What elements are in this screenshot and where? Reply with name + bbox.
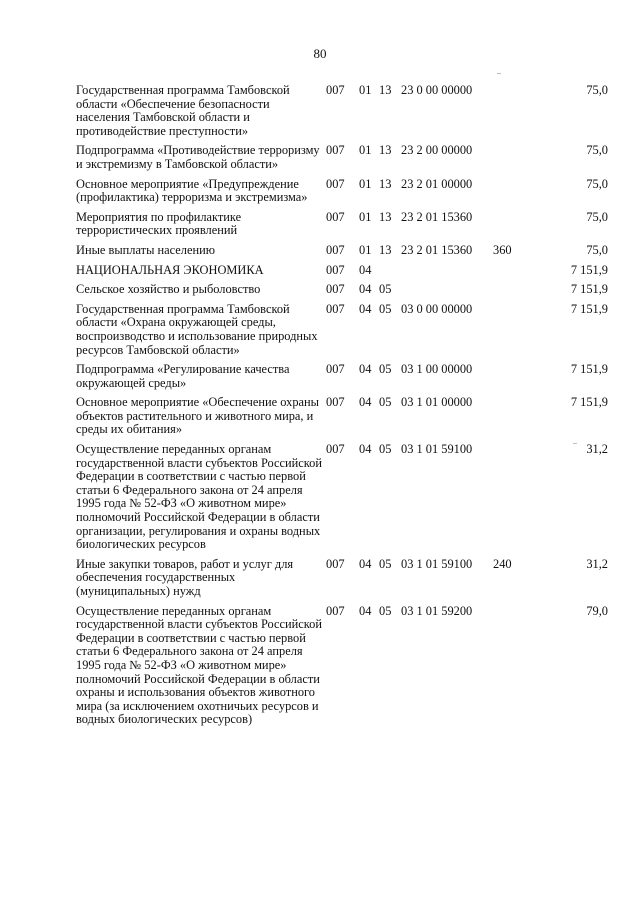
row-amount: 31,2: [586, 442, 608, 457]
row-section: 04: [359, 282, 372, 297]
row-subsection: 05: [379, 395, 392, 410]
row-target-code: [401, 283, 493, 303]
row-subsection: 05: [379, 556, 392, 571]
row-target-code: 23 2 01 15360: [401, 242, 473, 257]
row-amount: 7 151,9: [570, 395, 608, 410]
row-subsection: 13: [379, 176, 392, 191]
table-row: [76, 303, 608, 363]
table-row: [76, 244, 608, 264]
row-name: Осуществление переданных органам государственной власти субъектов Российской Федерации в соответствии с частью первой статьи 6 Федерального закона от 24 апреля 1995 года № 52-ФЗ «О животном мире» полномочий Российской Федерации в области охраны и использования объектов животного мира (за исключением охотничьих ресурсов и водных биологических ресурсов): [76, 603, 323, 727]
table-row: [76, 443, 608, 558]
row-section: 01: [359, 176, 372, 191]
table-row: [76, 264, 608, 284]
row-target-code: 03 1 00 00000: [401, 362, 473, 377]
row-ved: 007: [326, 362, 345, 377]
row-ved: 007: [326, 442, 345, 457]
row-target-code: 23 2 01 00000: [401, 176, 473, 191]
row-section: 04: [359, 556, 372, 571]
row-target-code: [401, 264, 493, 284]
row-amount: 7 151,9: [570, 262, 608, 277]
table-row: [76, 144, 608, 177]
row-expense-type: [493, 178, 531, 211]
row-expense-type: 240: [493, 556, 512, 571]
row-expense-type: [493, 84, 531, 144]
row-subsection: 13: [379, 143, 392, 158]
row-amount: 75,0: [586, 143, 608, 158]
row-expense-type: [493, 443, 531, 558]
row-target-code: 03 1 01 59200: [401, 603, 473, 618]
table-row: [76, 178, 608, 211]
budget-table-body: [76, 84, 608, 733]
row-ved: 007: [326, 262, 345, 277]
row-target-code: 03 1 01 00000: [401, 395, 473, 410]
table-row: [76, 363, 608, 396]
row-amount: 75,0: [586, 209, 608, 224]
row-section: 01: [359, 143, 372, 158]
row-section: 04: [359, 362, 372, 377]
row-amount: 31,2: [586, 556, 608, 571]
table-row: [76, 396, 608, 443]
row-target-code: 23 2 00 00000: [401, 143, 473, 158]
page-number: 80: [313, 46, 327, 61]
row-name: Государственная программа Тамбовской области «Охрана окружающей среды, воспроизводство и использование природных ресурсов Тамбовской области»: [76, 301, 318, 357]
row-name: Основное мероприятие «Предупреждение (профилактика) терроризма и экстремизма»: [76, 176, 308, 205]
row-subsection: [379, 264, 401, 284]
row-ved: 007: [326, 83, 345, 97]
row-amount: 7 151,9: [570, 282, 608, 297]
row-target-code: 03 1 01 59100: [401, 442, 473, 457]
table-row: [76, 283, 608, 303]
row-subsection: 05: [379, 282, 392, 297]
row-name: Сельское хозяйство и рыболовство: [76, 282, 261, 297]
row-expense-type: [493, 264, 531, 284]
row-subsection: 05: [379, 442, 392, 457]
row-ved: 007: [326, 603, 345, 618]
row-target-code: 03 0 00 00000: [401, 301, 473, 316]
row-ved: 007: [326, 301, 345, 316]
row-expense-type: [493, 363, 531, 396]
row-ved: 007: [326, 143, 345, 158]
row-amount: 75,0: [586, 83, 608, 97]
row-amount: 79,0: [586, 603, 608, 618]
row-expense-type: [493, 144, 531, 177]
row-expense-type: [493, 303, 531, 363]
row-name: Мероприятия по профилактике террористических проявлений: [76, 209, 242, 238]
row-section: 04: [359, 603, 372, 618]
row-name: Подпрограмма «Регулирование качества окружающей среды»: [76, 362, 290, 390]
row-expense-type: [493, 211, 531, 244]
row-section: 04: [359, 442, 372, 457]
table-row: [76, 84, 608, 144]
row-amount: 75,0: [586, 176, 608, 191]
row-section: 01: [359, 83, 372, 97]
row-section: 04: [359, 262, 372, 277]
row-name: Осуществление переданных органам государственной власти субъектов Российской Федерации в соответствии с частью первой статьи 6 Федерального закона от 24 апреля 1995 года № 52-ФЗ «О животном мире» полномочий Российской Федерации в области организации, регулирования и охраны водных биологических ресурсов: [76, 442, 323, 552]
row-expense-type: [493, 396, 531, 443]
row-name: Основное мероприятие «Обеспечение охраны объектов растительного и животного мира, и среды их обитания»: [76, 395, 319, 437]
row-subsection: 05: [379, 301, 392, 316]
row-name: НАЦИОНАЛЬНАЯ ЭКОНОМИКА: [76, 262, 264, 277]
row-target-code: 23 0 00 00000: [401, 83, 473, 97]
scan-mark: [573, 443, 577, 444]
row-expense-type: [493, 283, 531, 303]
row-subsection: 05: [379, 603, 392, 618]
row-name: Подпрограмма «Противодействие терроризму и экстремизму в Тамбовской области»: [76, 143, 320, 171]
row-subsection: 13: [379, 209, 392, 224]
row-subsection: 13: [379, 242, 392, 257]
row-section: 01: [359, 209, 372, 224]
row-expense-type: 360: [493, 242, 512, 257]
table-row: [76, 605, 608, 733]
row-name: Иные закупки товаров, работ и услуг для обеспечения государственных (муниципальных) нужд: [76, 556, 294, 598]
row-ved: 007: [326, 395, 345, 410]
row-section: 04: [359, 395, 372, 410]
row-ved: 007: [326, 282, 345, 297]
row-ved: 007: [326, 242, 345, 257]
row-section: 01: [359, 242, 372, 257]
row-section: 04: [359, 301, 372, 316]
row-name: Иные выплаты населению: [76, 242, 215, 257]
row-subsection: 13: [379, 83, 392, 97]
row-amount: 75,0: [586, 242, 608, 257]
row-ved: 007: [326, 556, 345, 571]
row-ved: 007: [326, 209, 345, 224]
budget-table: [76, 84, 608, 733]
row-target-code: 03 1 01 59100: [401, 556, 473, 571]
row-amount: 7 151,9: [570, 301, 608, 316]
row-ved: 007: [326, 176, 345, 191]
row-amount: 7 151,9: [570, 362, 608, 377]
row-target-code: 23 2 01 15360: [401, 209, 473, 224]
table-row: [76, 211, 608, 244]
row-name: Государственная программа Тамбовской области «Обеспечение безопасности населения Тамбовской области и противодействие преступности»: [76, 83, 290, 138]
scan-mark: [497, 73, 501, 74]
row-subsection: 05: [379, 362, 392, 377]
table-row: [76, 558, 608, 605]
row-expense-type: [493, 605, 531, 733]
